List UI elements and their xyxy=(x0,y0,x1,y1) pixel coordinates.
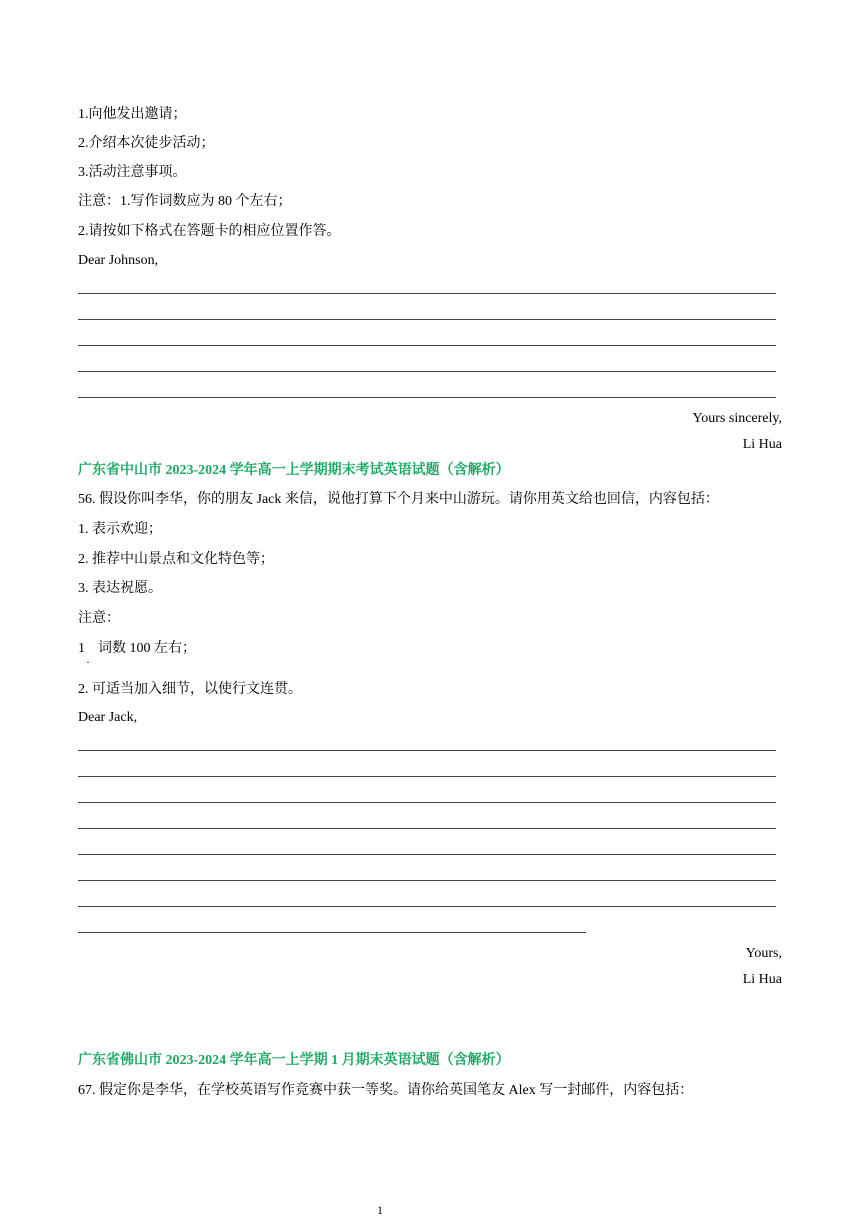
letter-closing: Yours sincerely, xyxy=(692,411,782,426)
note-line-1: 注意：1.写作词数应为 80 个左右； xyxy=(78,194,292,209)
note-label: 注意： xyxy=(78,611,120,626)
note-item-1-text: 词数 100 左右； xyxy=(98,641,196,656)
note-item-1-number: 1 xyxy=(78,641,85,656)
writing-line xyxy=(78,750,776,751)
requirement-item-3: 3.活动注意事项。 xyxy=(78,165,187,180)
letter-signature: Li Hua xyxy=(742,437,782,452)
source-heading: 广东省佛山市 2023-2024 学年高一上学期 1 月期末英语试题（含解析） xyxy=(78,1053,510,1068)
requirement-item-2: 2. 推荐中山景点和文化特色等； xyxy=(78,552,274,567)
writing-line xyxy=(78,345,776,346)
list-bullet-dot: · xyxy=(86,655,90,669)
writing-line xyxy=(78,932,586,933)
writing-line xyxy=(78,397,776,398)
writing-line xyxy=(78,906,776,907)
writing-line xyxy=(78,802,776,803)
letter-salutation: Dear Jack, xyxy=(78,710,138,725)
letter-salutation: Dear Johnson, xyxy=(78,253,159,268)
question-text: 56. 假设你叫李华，你的朋友 Jack 来信，说他打算下个月来中山游玩。请你用英文给也回信，内容包括： xyxy=(78,492,719,507)
letter-closing: Yours, xyxy=(745,946,782,961)
writing-line xyxy=(78,371,776,372)
question-text: 67. 假定你是李华，在学校英语写作竞赛中获一等奖。请你给英国笔友 Alex 写一封邮件，内容包括： xyxy=(78,1083,694,1098)
writing-line xyxy=(78,880,776,881)
requirement-item-3: 3. 表达祝愿。 xyxy=(78,581,162,596)
source-heading: 广东省中山市 2023-2024 学年高一上学期期末考试英语试题（含解析） xyxy=(78,463,510,478)
writing-line xyxy=(78,828,776,829)
page-number: 1 xyxy=(377,1203,383,1217)
writing-line xyxy=(78,854,776,855)
requirement-item-1: 1. 表示欢迎； xyxy=(78,522,162,537)
requirement-item-2: 2.介绍本次徒步活动； xyxy=(78,136,215,151)
writing-line xyxy=(78,319,776,320)
writing-line xyxy=(78,293,776,294)
requirement-item-1: 1.向他发出邀请； xyxy=(78,107,187,122)
letter-signature: Li Hua xyxy=(742,972,782,987)
note-item-2: 2. 可适当加入细节，以使行文连贯。 xyxy=(78,682,302,697)
writing-line xyxy=(78,776,776,777)
note-line-2: 2.请按如下格式在答题卡的相应位置作答。 xyxy=(78,224,341,239)
